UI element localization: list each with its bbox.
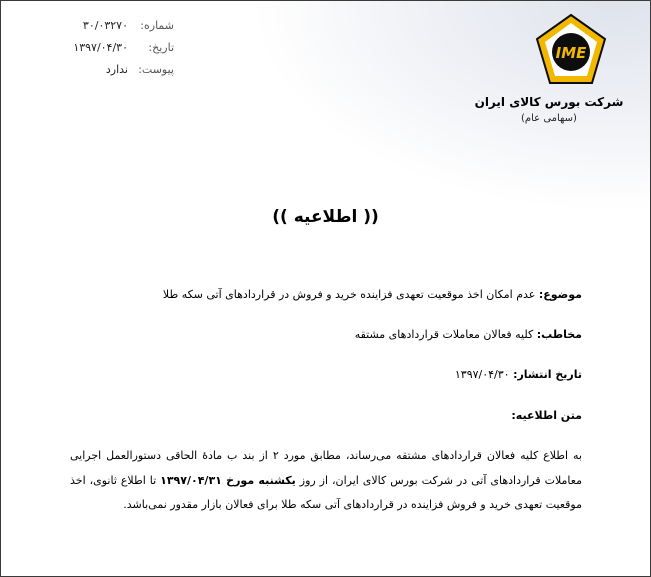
date-value: ۱۳۹۷/۰۴/۳۰ (73, 41, 128, 54)
publish-date-line (455, 368, 582, 381)
notice-text-heading (511, 409, 582, 422)
publish-date-label: تاریخ انتشار: (513, 368, 582, 381)
subject-line (163, 288, 582, 301)
letter-meta (34, 19, 174, 85)
audience-text: کلیه فعالان معاملات قراردادهای مشتقه (354, 328, 537, 341)
audience-line (355, 328, 582, 341)
company-block (459, 95, 639, 124)
subject-text: عدم امکان اخذ موقعیت تعهدی فزاینده خرید و فروش در قراردادهای آتی سکه طلا (162, 288, 539, 301)
ime-logo-icon (533, 13, 609, 89)
meta-number-row (34, 19, 174, 41)
body-text-part2: تا اطلاع ثانوی، اخذ موقعیت تعهدی خرید و فروش فزاینده در قراردادهای آتی سکه طلا برای فعالان بازار مقدور نمی‌باشد. (70, 473, 582, 511)
notice-body (70, 444, 582, 518)
company-type: (سهامی عام) (521, 113, 577, 124)
company-name: شرکت بورس کالای ایران (474, 95, 624, 109)
notice-title: (( اطلاعیه )) (272, 207, 379, 227)
subject-label: موضوع: (538, 288, 582, 301)
notice-text-label: متن اطلاعیه: (511, 409, 582, 422)
date-label: تاریخ: (148, 41, 174, 54)
publish-date-value: ۱۳۹۷/۰۴/۳۰ (454, 368, 514, 381)
meta-attachment-row (34, 63, 174, 85)
body-text-bold-date: یکشنبه مورخ ۱۳۹۷/۰۴/۳۱ (160, 473, 296, 487)
svg-text:IME: IME (555, 44, 587, 62)
audience-label: مخاطب: (536, 328, 582, 341)
meta-date-row (34, 41, 174, 63)
number-label: شماره: (140, 19, 174, 32)
attachment-label: پیوست: (138, 63, 174, 76)
attachment-value: ندارد (105, 63, 128, 76)
body-text-part1: به اطلاع کلیه فعالان قراردادهای مشتقه می‌رساند، مطابق مورد ۲ از بند ب مادهٔ الحاقی دستورالعمل اجرایی معاملات قراردادهای آتی در شرکت بورس کالای ایران، از روز (70, 449, 582, 487)
number-value: ۳۰/۰۳۲۷۰ (82, 19, 128, 32)
